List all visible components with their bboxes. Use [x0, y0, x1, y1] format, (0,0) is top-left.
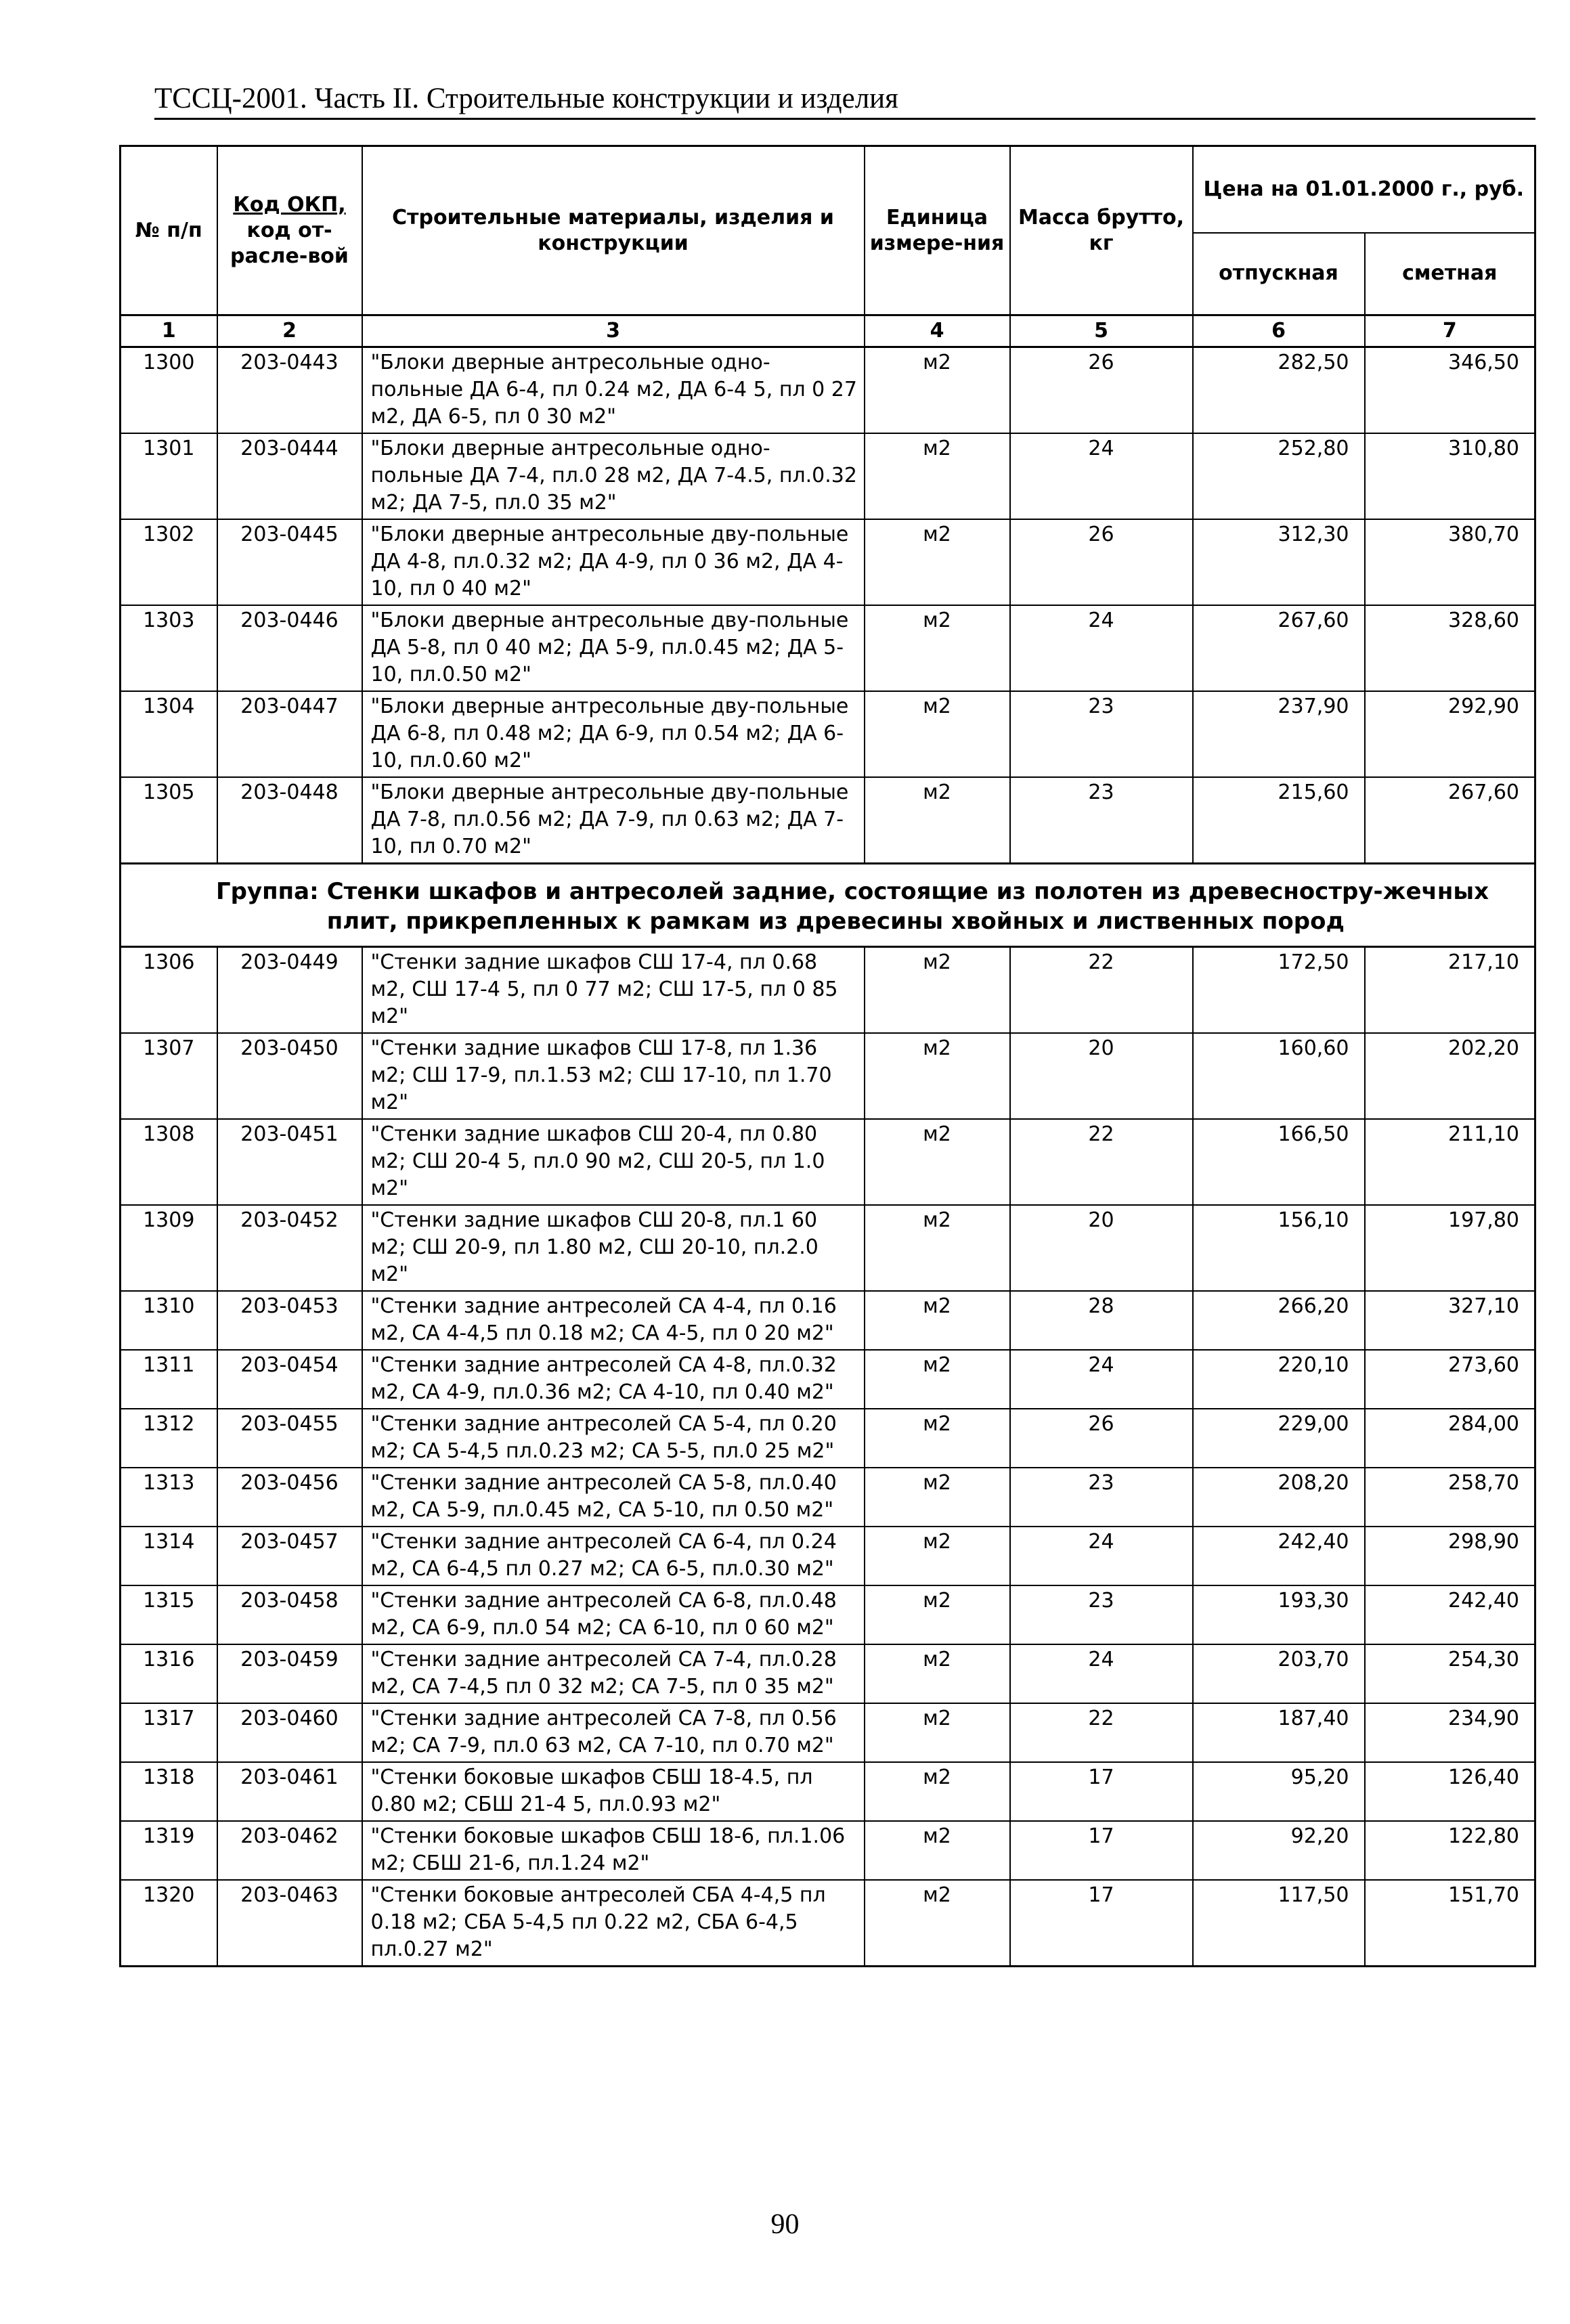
table-row [121, 1762, 1535, 1821]
cell-num: 1305 [121, 777, 217, 864]
cell-estimate: 258,70 [1365, 1468, 1535, 1527]
cell-estimate: 346,50 [1365, 347, 1535, 434]
cell-unit: м2 [865, 1409, 1010, 1468]
cell-unit: м2 [865, 1205, 1010, 1291]
table-row [121, 1468, 1535, 1527]
cell-code: 203-0457 [217, 1527, 362, 1585]
cell-desc: "Стенки задние антресолей СА 6-4, пл 0.24 м2, СА 6-4,5 пл 0.27 м2; СА 6-5, пл.0.30 м2" [362, 1527, 865, 1585]
cell-mass: 22 [1010, 1119, 1193, 1205]
col-number: 3 [362, 315, 865, 347]
table-row [121, 1291, 1535, 1350]
group-text: Стенки шкафов и антресолей задние, состоящие из полотен из древесностру-жечных плит, прикрепленных к рамкам из древесины хвойных и лиственных пород [326, 878, 1489, 935]
cell-code: 203-0446 [217, 605, 362, 691]
cell-code: 203-0447 [217, 691, 362, 777]
cell-release: 266,20 [1193, 1291, 1365, 1350]
table-row [121, 691, 1535, 777]
cell-num: 1302 [121, 519, 217, 605]
table-row [121, 1527, 1535, 1585]
cell-code: 203-0443 [217, 347, 362, 434]
cell-release: 95,20 [1193, 1762, 1365, 1821]
cell-code: 203-0445 [217, 519, 362, 605]
cell-desc: "Стенки задние антресолей СА 4-8, пл.0.32 м2, СА 4-9, пл.0.36 м2; СА 4-10, пл 0.40 м2" [362, 1350, 865, 1409]
cell-num: 1306 [121, 947, 217, 1034]
cell-desc: "Стенки задние антресолей СА 5-8, пл.0.40 м2, СА 5-9, пл.0.45 м2, СА 5-10, пл 0.50 м2" [362, 1468, 865, 1527]
cell-mass: 26 [1010, 347, 1193, 434]
cell-estimate: 327,10 [1365, 1291, 1535, 1350]
cell-code: 203-0460 [217, 1703, 362, 1762]
cell-desc: "Стенки задние антресолей СА 5-4, пл 0.20 м2; СА 5-4,5 пл.0.23 м2; СА 5-5, пл.0 25 м2" [362, 1409, 865, 1468]
cell-desc: "Стенки задние шкафов СШ 20-8, пл.1 60 м2; СШ 20-9, пл 1.80 м2, СШ 20-10, пл.2.0 м2" [362, 1205, 865, 1291]
cell-mass: 17 [1010, 1762, 1193, 1821]
col-number: 6 [1193, 315, 1365, 347]
header-code [217, 146, 362, 315]
cell-num: 1309 [121, 1205, 217, 1291]
cell-estimate: 197,80 [1365, 1205, 1535, 1291]
cell-unit: м2 [865, 347, 1010, 434]
cell-release: 267,60 [1193, 605, 1365, 691]
cell-estimate: 310,80 [1365, 433, 1535, 519]
table-row [121, 777, 1535, 864]
cell-code: 203-0451 [217, 1119, 362, 1205]
cell-code: 203-0450 [217, 1033, 362, 1119]
cell-num: 1300 [121, 347, 217, 434]
cell-code: 203-0449 [217, 947, 362, 1034]
cell-desc: "Блоки дверные антресольные дву-польные ДА 7-8, пл.0.56 м2; ДА 7-9, пл 0.63 м2; ДА 7-10, пл 0.70 м2" [362, 777, 865, 864]
cell-desc: "Стенки задние шкафов СШ 20-4, пл 0.80 м2; СШ 20-4 5, пл.0 90 м2, СШ 20-5, пл 1.0 м2" [362, 1119, 865, 1205]
cell-unit: м2 [865, 1468, 1010, 1527]
cell-code: 203-0462 [217, 1821, 362, 1880]
cell-estimate: 234,90 [1365, 1703, 1535, 1762]
cell-num: 1301 [121, 433, 217, 519]
cell-num: 1320 [121, 1880, 217, 1967]
header-price-group: Цена на 01.01.2000 г., руб. [1193, 146, 1535, 233]
cell-release: 160,60 [1193, 1033, 1365, 1119]
cell-mass: 24 [1010, 1527, 1193, 1585]
cell-unit: м2 [865, 1644, 1010, 1703]
cell-desc: "Стенки боковые шкафов СБШ 18-4.5, пл 0.80 м2; СБШ 21-4 5, пл.0.93 м2" [362, 1762, 865, 1821]
page-number: 90 [770, 2209, 800, 2240]
cell-release: 117,50 [1193, 1880, 1365, 1967]
cell-mass: 24 [1010, 433, 1193, 519]
cell-num: 1313 [121, 1468, 217, 1527]
cell-mass: 23 [1010, 777, 1193, 864]
table-row [121, 1205, 1535, 1291]
cell-num: 1304 [121, 691, 217, 777]
cell-num: 1314 [121, 1527, 217, 1585]
cell-estimate: 273,60 [1365, 1350, 1535, 1409]
cell-mass: 20 [1010, 1033, 1193, 1119]
cell-mass: 24 [1010, 605, 1193, 691]
cell-unit: м2 [865, 1762, 1010, 1821]
cell-code: 203-0459 [217, 1644, 362, 1703]
cell-desc: "Стенки задние антресолей СА 7-4, пл.0.28 м2, СА 7-4,5 пл 0 32 м2; СА 7-5, пл 0 35 м2" [362, 1644, 865, 1703]
cell-num: 1318 [121, 1762, 217, 1821]
group-heading-row [121, 864, 1535, 947]
cell-desc: "Стенки задние шкафов СШ 17-8, пл 1.36 м2; СШ 17-9, пл.1.53 м2; СШ 17-10, пл 1.70 м2" [362, 1033, 865, 1119]
table-row [121, 1409, 1535, 1468]
cell-release: 92,20 [1193, 1821, 1365, 1880]
cell-desc: "Блоки дверные антресольные дву-польные ДА 5-8, пл 0 40 м2; ДА 5-9, пл.0.45 м2; ДА 5-10, пл.0.50 м2" [362, 605, 865, 691]
cell-estimate: 217,10 [1365, 947, 1535, 1034]
table-row [121, 605, 1535, 691]
cell-release: 208,20 [1193, 1468, 1365, 1527]
cell-mass: 17 [1010, 1880, 1193, 1967]
cell-unit: м2 [865, 1585, 1010, 1644]
cell-unit: м2 [865, 777, 1010, 864]
cell-code: 203-0454 [217, 1350, 362, 1409]
table-row [121, 519, 1535, 605]
cell-desc: "Стенки задние антресолей СА 6-8, пл.0.48 м2, СА 6-9, пл.0 54 м2; СА 6-10, пл 0 60 м2" [362, 1585, 865, 1644]
cell-estimate: 254,30 [1365, 1644, 1535, 1703]
cell-desc: "Блоки дверные антресольные дву-польные ДА 6-8, пл 0.48 м2; ДА 6-9, пл 0.54 м2; ДА 6-10, пл.0.60 м2" [362, 691, 865, 777]
cell-num: 1310 [121, 1291, 217, 1350]
cell-release: 172,50 [1193, 947, 1365, 1034]
cell-num: 1303 [121, 605, 217, 691]
cell-unit: м2 [865, 1880, 1010, 1967]
cell-estimate: 267,60 [1365, 777, 1535, 864]
header-name: Строительные материалы, изделия и конструкции [362, 146, 865, 315]
table-row [121, 1880, 1535, 1967]
cell-desc: "Стенки боковые шкафов СБШ 18-6, пл.1.06 м2; СБШ 21-6, пл.1.24 м2" [362, 1821, 865, 1880]
cell-estimate: 126,40 [1365, 1762, 1535, 1821]
cell-num: 1316 [121, 1644, 217, 1703]
cell-estimate: 202,20 [1365, 1033, 1535, 1119]
cell-num: 1317 [121, 1703, 217, 1762]
cell-num: 1308 [121, 1119, 217, 1205]
group-heading [121, 864, 1535, 947]
cell-release: 156,10 [1193, 1205, 1365, 1291]
cell-mass: 28 [1010, 1291, 1193, 1350]
price-table [119, 145, 1536, 1967]
cell-num: 1315 [121, 1585, 217, 1644]
cell-code: 203-0444 [217, 433, 362, 519]
cell-unit: м2 [865, 1703, 1010, 1762]
cell-release: 193,30 [1193, 1585, 1365, 1644]
table-row [121, 947, 1535, 1034]
cell-num: 1319 [121, 1821, 217, 1880]
cell-estimate: 328,60 [1365, 605, 1535, 691]
header-code-branch: код от-расле-вой [230, 218, 349, 268]
col-number: 4 [865, 315, 1010, 347]
cell-unit: м2 [865, 947, 1010, 1034]
cell-unit: м2 [865, 1821, 1010, 1880]
cell-release: 203,70 [1193, 1644, 1365, 1703]
column-number-row [121, 315, 1535, 347]
table-row [121, 1644, 1535, 1703]
cell-unit: м2 [865, 1033, 1010, 1119]
cell-code: 203-0456 [217, 1468, 362, 1527]
table-row [121, 433, 1535, 519]
col-number: 2 [217, 315, 362, 347]
cell-desc: "Стенки задние антресолей СА 7-8, пл 0.56 м2; СА 7-9, пл.0 63 м2, СА 7-10, пл 0.70 м2" [362, 1703, 865, 1762]
cell-unit: м2 [865, 1350, 1010, 1409]
cell-unit: м2 [865, 605, 1010, 691]
cell-num: 1311 [121, 1350, 217, 1409]
cell-release: 187,40 [1193, 1703, 1365, 1762]
header-unit: Единица измере-ния [865, 146, 1010, 315]
cell-code: 203-0448 [217, 777, 362, 864]
cell-release: 252,80 [1193, 433, 1365, 519]
cell-unit: м2 [865, 1119, 1010, 1205]
cell-desc: "Стенки задние антресолей СА 4-4, пл 0.16 м2, СА 4-4,5 пл 0.18 м2; СА 4-5, пл 0 20 м2" [362, 1291, 865, 1350]
table-row [121, 1033, 1535, 1119]
cell-estimate: 298,90 [1365, 1527, 1535, 1585]
cell-mass: 23 [1010, 1585, 1193, 1644]
cell-desc: "Стенки задние шкафов СШ 17-4, пл 0.68 м2, СШ 17-4 5, пл 0 77 м2; СШ 17-5, пл 0 85 м2" [362, 947, 865, 1034]
cell-mass: 23 [1010, 691, 1193, 777]
table-row [121, 1821, 1535, 1880]
cell-unit: м2 [865, 433, 1010, 519]
cell-code: 203-0463 [217, 1880, 362, 1967]
header-num: № п/п [121, 146, 217, 315]
cell-code: 203-0452 [217, 1205, 362, 1291]
col-number: 1 [121, 315, 217, 347]
group-label: Группа: [216, 878, 319, 905]
cell-mass: 26 [1010, 519, 1193, 605]
cell-mass: 22 [1010, 947, 1193, 1034]
table-row [121, 1585, 1535, 1644]
table-row [121, 1119, 1535, 1205]
table-row [121, 1350, 1535, 1409]
table-row [121, 1703, 1535, 1762]
table-body [121, 315, 1535, 1967]
cell-release: 242,40 [1193, 1527, 1365, 1585]
running-header: ТССЦ-2001. Часть II. Строительные конструкции и изделия [154, 81, 1535, 120]
cell-mass: 23 [1010, 1468, 1193, 1527]
cell-mass: 24 [1010, 1350, 1193, 1409]
header-price-release: отпускная [1193, 233, 1365, 315]
cell-num: 1307 [121, 1033, 217, 1119]
cell-desc: "Блоки дверные антресольные одно-польные ДА 7-4, пл.0 28 м2, ДА 7-4.5, пл.0.32 м2; ДА 7-5, пл.0 35 м2" [362, 433, 865, 519]
cell-mass: 22 [1010, 1703, 1193, 1762]
cell-unit: м2 [865, 1527, 1010, 1585]
cell-desc: "Стенки боковые антресолей СБА 4-4,5 пл 0.18 м2; СБА 5-4,5 пл 0.22 м2, СБА 6-4,5 пл.0.27 м2" [362, 1880, 865, 1967]
cell-estimate: 151,70 [1365, 1880, 1535, 1967]
header-code-okp: Код ОКП, [233, 192, 346, 217]
cell-mass: 17 [1010, 1821, 1193, 1880]
cell-desc: "Блоки дверные антресольные одно-польные ДА 6-4, пл 0.24 м2, ДА 6-4 5, пл 0 27 м2, ДА 6-5, пл 0 30 м2" [362, 347, 865, 434]
cell-release: 166,50 [1193, 1119, 1365, 1205]
cell-release: 220,10 [1193, 1350, 1365, 1409]
cell-code: 203-0458 [217, 1585, 362, 1644]
cell-estimate: 122,80 [1365, 1821, 1535, 1880]
cell-estimate: 380,70 [1365, 519, 1535, 605]
header-mass: Масса брутто, кг [1010, 146, 1193, 315]
cell-num: 1312 [121, 1409, 217, 1468]
cell-release: 282,50 [1193, 347, 1365, 434]
cell-estimate: 211,10 [1365, 1119, 1535, 1205]
col-number: 5 [1010, 315, 1193, 347]
cell-release: 312,30 [1193, 519, 1365, 605]
cell-code: 203-0453 [217, 1291, 362, 1350]
cell-unit: м2 [865, 519, 1010, 605]
cell-release: 229,00 [1193, 1409, 1365, 1468]
cell-estimate: 284,00 [1365, 1409, 1535, 1468]
cell-estimate: 242,40 [1365, 1585, 1535, 1644]
cell-mass: 20 [1010, 1205, 1193, 1291]
cell-desc: "Блоки дверные антресольные дву-польные ДА 4-8, пл.0.32 м2; ДА 4-9, пл 0 36 м2, ДА 4-10, пл 0 40 м2" [362, 519, 865, 605]
price-table-container [119, 145, 1534, 1967]
cell-estimate: 292,90 [1365, 691, 1535, 777]
cell-release: 237,90 [1193, 691, 1365, 777]
cell-code: 203-0455 [217, 1409, 362, 1468]
cell-unit: м2 [865, 1291, 1010, 1350]
col-number: 7 [1365, 315, 1535, 347]
cell-mass: 26 [1010, 1409, 1193, 1468]
table-row [121, 347, 1535, 434]
cell-unit: м2 [865, 691, 1010, 777]
cell-mass: 24 [1010, 1644, 1193, 1703]
cell-release: 215,60 [1193, 777, 1365, 864]
cell-code: 203-0461 [217, 1762, 362, 1821]
header-price-estimate: сметная [1365, 233, 1535, 315]
